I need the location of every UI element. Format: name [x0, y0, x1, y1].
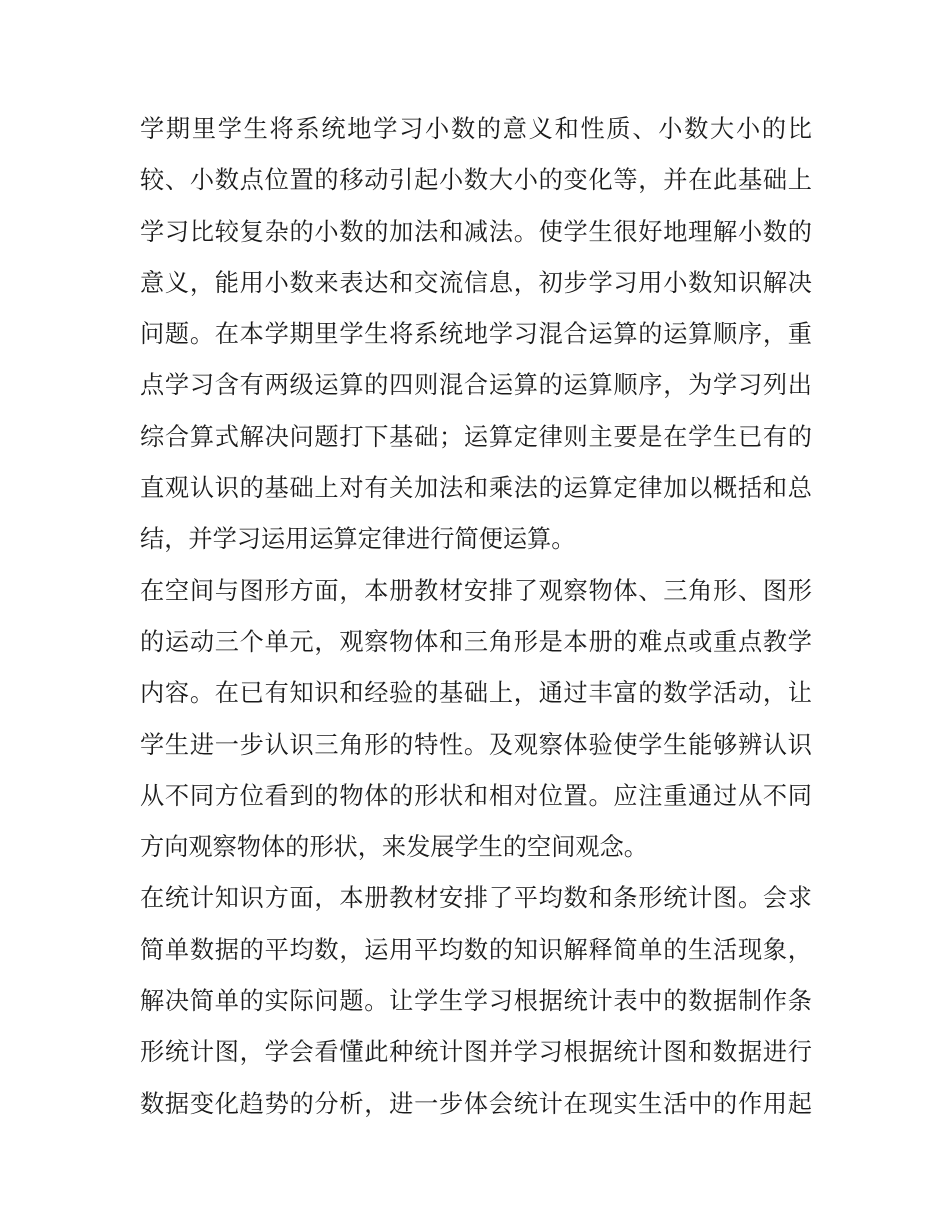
text-line: 学期里学生将系统地学习小数的意义和性质、小数大小的比 — [140, 115, 812, 143]
paragraph-decimals-and-operations — [140, 104, 812, 566]
text-line: 意义，能用小数来表达和交流信息，初步学习用小数知识解决 — [140, 268, 812, 297]
text-line: 点学习含有两级运算的四则混合运算的运算顺序，为学习列出 — [140, 371, 812, 400]
text-line: 学生进一步认识三角形的特性。及观察体验使学生能够辨认识 — [140, 730, 812, 759]
document-body — [140, 104, 812, 1130]
text-line: 综合算式解决问题打下基础；运算定律则主要是在学生已有的 — [140, 422, 812, 451]
text-line: 从不同方位看到的物体的形状和相对位置。应注重通过从不同 — [140, 781, 812, 810]
text-line: 简单数据的平均数，运用平均数的知识解释简单的生活现象， — [140, 935, 812, 964]
text-line: 结，并学习运用运算定律进行简便运算。 — [140, 525, 576, 554]
text-line: 形统计图，学会看懂此种统计图并学习根据统计图和数据进行 — [140, 1038, 812, 1067]
paragraph-space-and-shapes — [140, 566, 812, 874]
text-line: 问题。在本学期里学生将系统地学习混合运算的运算顺序，重 — [140, 320, 812, 349]
text-line: 方向观察物体的形状，来发展学生的空间观念。 — [140, 833, 648, 862]
text-line: 较、小数点位置的移动引起小数大小的变化等，并在此基础上 — [140, 166, 812, 195]
paragraph-statistics — [140, 873, 812, 1129]
text-line: 在空间与图形方面，本册教材安排了观察物体、三角形、图形 — [140, 576, 812, 605]
text-line: 的运动三个单元，观察物体和三角形是本册的难点或重点教学 — [140, 627, 812, 656]
text-line: 直观认识的基础上对有关加法和乘法的运算定律加以概括和总 — [140, 474, 812, 503]
text-line: 解决简单的实际问题。让学生学习根据统计表中的数据制作条 — [140, 987, 812, 1016]
text-line: 内容。在已有知识和经验的基础上，通过丰富的数学活动，让 — [140, 679, 812, 708]
text-line: 学习比较复杂的小数的加法和减法。使学生很好地理解小数的 — [140, 217, 812, 246]
text-line: 在统计知识方面，本册教材安排了平均数和条形统计图。会求 — [140, 884, 812, 913]
text-line: 数据变化趋势的分析，进一步体会统计在现实生活中的作用起 — [140, 1089, 812, 1118]
